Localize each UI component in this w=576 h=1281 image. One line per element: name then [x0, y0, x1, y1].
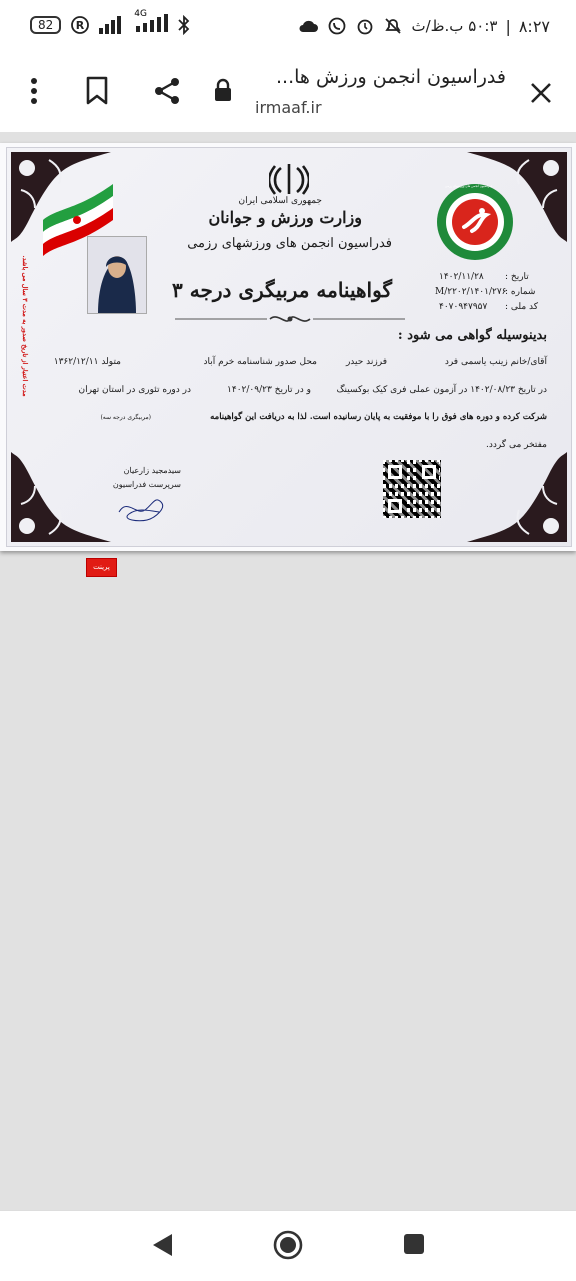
corner-ornament-bottom-right — [459, 449, 569, 544]
more-options-icon[interactable] — [28, 76, 40, 106]
status-left — [30, 9, 191, 36]
status-bar — [0, 0, 576, 56]
page-url[interactable]: irmaaf.ir — [255, 98, 322, 117]
status-right: ۸:۲۷ | ۵۰:۳ ب.ظ/ث — [297, 16, 550, 36]
signature-icon — [115, 488, 171, 528]
corner-ornament-bottom-left — [9, 449, 119, 544]
bluetooth-icon — [177, 15, 191, 35]
back-icon[interactable] — [150, 1232, 174, 1258]
national-code-label: کد ملی : — [505, 302, 539, 312]
degree-note: (مربیگری درجه سه) — [100, 414, 151, 421]
signal-icon — [99, 16, 125, 34]
close-icon[interactable] — [528, 80, 554, 106]
number-value: ۱۴۰۱/۲۷۶/M/۲۲۰۲ — [435, 287, 507, 297]
svg-text:R: R — [76, 19, 85, 32]
system-nav-bar — [0, 1210, 576, 1281]
number-label: شماره : — [505, 287, 536, 297]
certificate-title: گواهینامه مربیگری درجه ۳ — [172, 278, 392, 302]
print-button[interactable]: پرینت — [86, 558, 117, 577]
battery-indicator: 82 — [30, 16, 61, 34]
course-line: و در تاریخ ۱۴۰۲/۰۹/۲۳ — [227, 385, 311, 395]
date-value: ۱۴۰۲/۱۱/۲۸ — [439, 272, 484, 282]
lock-icon — [213, 78, 233, 102]
place-line: محل صدور شناسنامه خرم آباد — [203, 357, 317, 367]
whatsapp-icon — [327, 16, 347, 36]
person-line: آقای/خانم زینب یاسمی فرد — [444, 357, 547, 367]
recents-icon[interactable] — [402, 1232, 426, 1256]
country-label: جمهوری اسلامی ایران — [238, 196, 322, 206]
birth-line: متولد ۱۳۶۲/۱۲/۱۱ — [53, 357, 121, 367]
seal-emblem-icon — [452, 199, 498, 245]
national-code-value: ۴۰۷۰۹۴۷۹۵۷ — [439, 302, 488, 312]
proud-line: مفتخر می گردد. — [485, 440, 547, 450]
body-line: شرکت کرده و دوره های فوق را با موفقیت به پایان رسانیده است. لذا به دریافت این گواهینامه — [210, 412, 547, 422]
federation-label: فدراسیون انجمن های ورزشهای رزمی — [187, 236, 392, 251]
certificate — [6, 147, 572, 547]
share-icon[interactable] — [152, 76, 182, 106]
page-title: فدراسیون انجمن ورزش ها... — [276, 66, 506, 88]
ministry-label: وزارت ورزش و جوانان — [208, 208, 362, 227]
father-line: فرزند حیدر — [345, 357, 387, 367]
title-divider — [175, 312, 405, 326]
validity-side-note: مدت اعتبار از تاریخ صدور به مدت ۳ سال می باشد. — [21, 255, 29, 397]
province-line: در دوره تئوری در استان تهران — [78, 385, 191, 395]
network-type: 4G — [134, 9, 147, 19]
bookmark-icon[interactable] — [85, 76, 109, 106]
alarm-icon — [355, 16, 375, 36]
date-label: تاریخ : — [505, 272, 529, 282]
federation-seal — [437, 184, 513, 260]
home-icon[interactable] — [272, 1229, 304, 1261]
certify-line: بدینوسیله گواهی می شود : — [397, 328, 547, 343]
holder-photo — [87, 236, 147, 314]
signer-role: سرپرست فدراسیون — [112, 480, 181, 489]
clock: ۸:۲۷ — [518, 16, 550, 36]
seal-text: فدراسیون انجمن های ورزشهای رزمی — [445, 184, 493, 188]
document-page — [0, 143, 576, 551]
exam-line: در تاریخ ۱۴۰۲/۰۸/۲۳ در آزمون عملی فری کیک بوکسینگ — [336, 385, 547, 395]
status-date: ۵۰:۳ ب.ظ/ث — [411, 17, 498, 35]
iran-emblem-icon — [269, 162, 309, 196]
mute-icon — [383, 16, 403, 36]
cloud-icon — [297, 17, 319, 35]
signer-name: سیدمجید زارعیان — [123, 466, 181, 475]
registered-icon — [70, 15, 90, 35]
verification-qr-code[interactable] — [383, 460, 441, 518]
browser-toolbar — [0, 56, 576, 132]
